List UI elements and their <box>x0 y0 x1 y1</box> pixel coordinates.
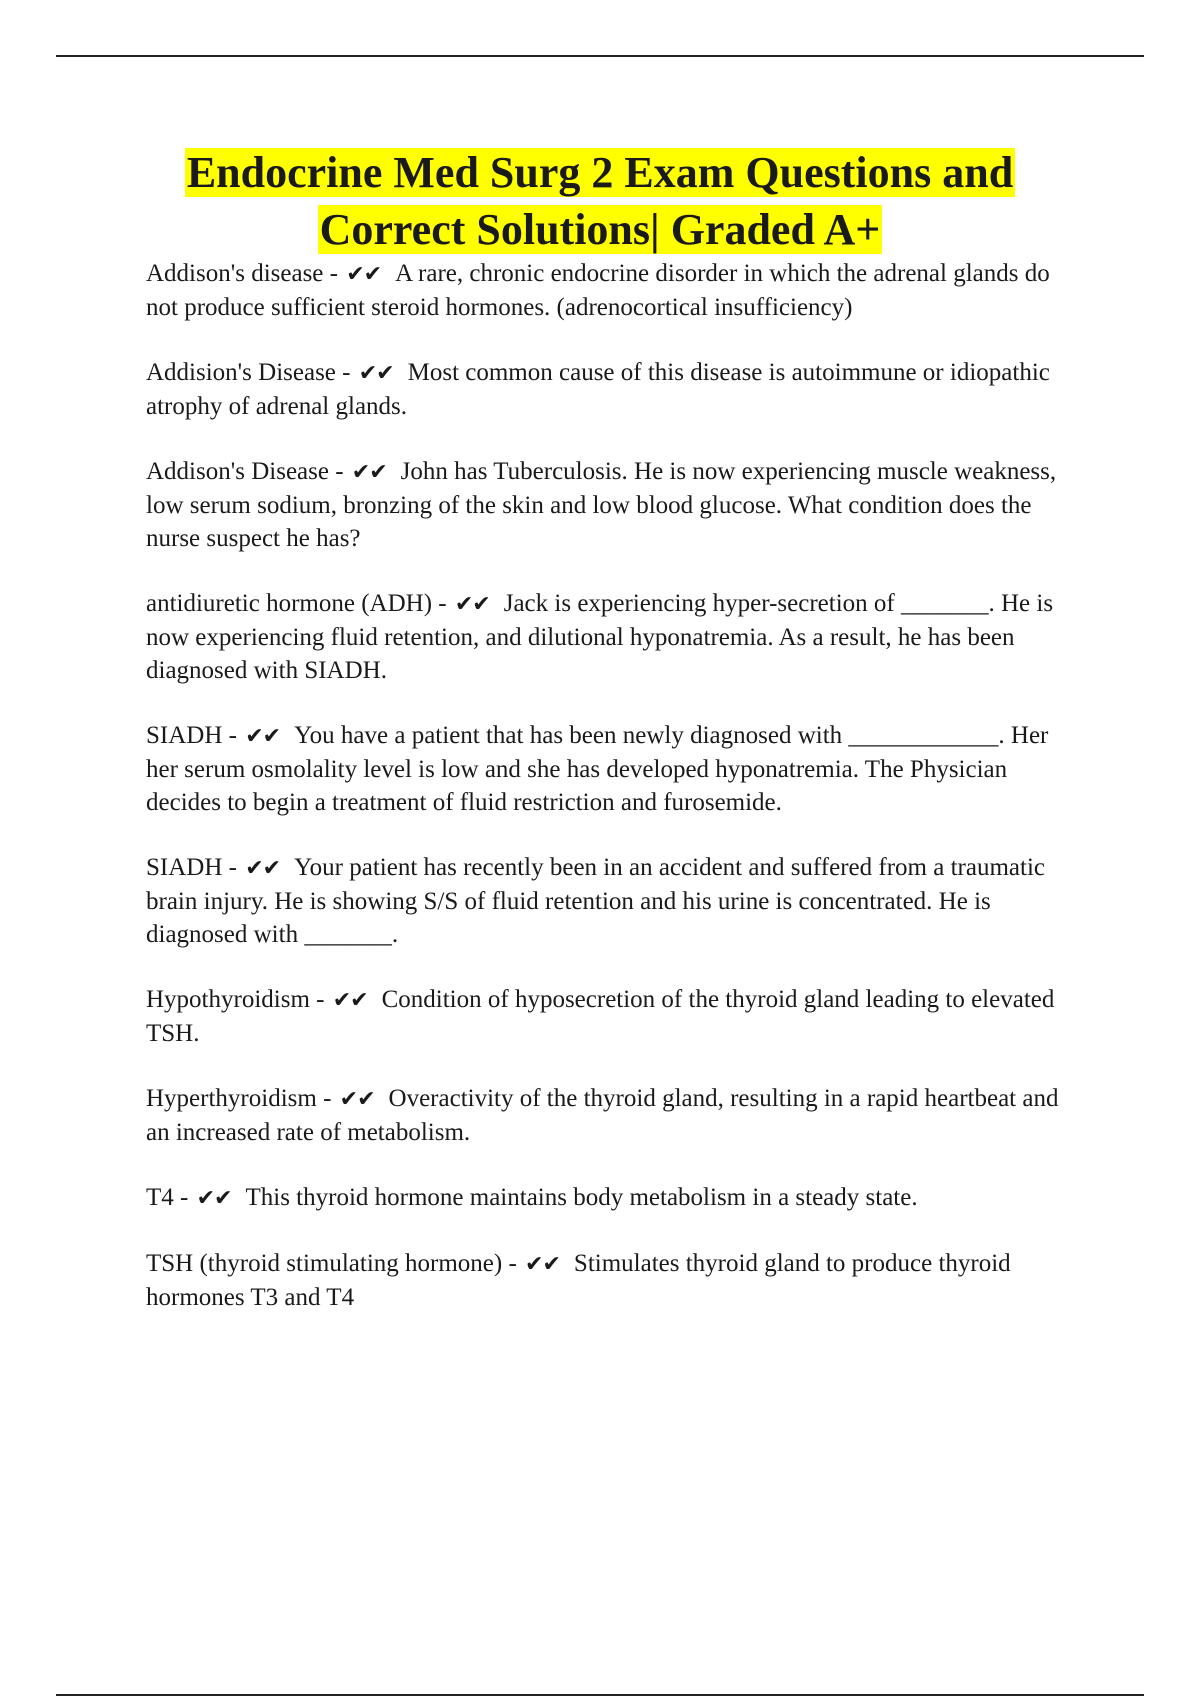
double-check-icon: ✔✔ <box>245 856 281 881</box>
title-line-1: Endocrine Med Surg 2 Exam Questions and <box>186 148 1014 197</box>
double-check-icon: ✔✔ <box>358 361 394 386</box>
entry-definition: Condition of hyposecretion of the thyroid gland leading to elevated TSH. <box>146 986 1055 1047</box>
qa-entry <box>146 983 1086 1050</box>
entry-term: T4 <box>146 1184 174 1211</box>
entry-definition: John has Tuberculosis. He is now experiencing muscle weakness, low serum sodium, bronzing of the skin and low blood glucose. What condition does the nurse suspect he has? <box>146 458 1057 552</box>
entry-term: Addison's Disease <box>146 458 329 485</box>
entry-separator: - <box>222 854 244 881</box>
entry-term: TSH (thyroid stimulating hormone) <box>146 1250 503 1277</box>
entry-term: Addison's disease <box>146 260 324 287</box>
qa-entry <box>146 1247 1086 1314</box>
qa-entry <box>146 587 1086 687</box>
entry-definition: Jack is experiencing hyper-secretion of _______. He is now experiencing fluid retention, and dilutional hyponatremia. As a result, he has been diagnosed with SIADH. <box>146 590 1054 684</box>
qa-entry <box>146 1181 1086 1215</box>
entry-separator: - <box>323 260 345 287</box>
entry-term: Hypothyroidism <box>146 986 310 1013</box>
qa-entry <box>146 455 1086 555</box>
double-check-icon: ✔✔ <box>351 460 387 485</box>
double-check-icon: ✔✔ <box>332 988 368 1013</box>
double-check-icon: ✔✔ <box>346 262 382 287</box>
double-check-icon: ✔✔ <box>196 1186 232 1211</box>
entry-definition: Stimulates thyroid gland to produce thyroid hormones T3 and T4 <box>146 1250 1011 1311</box>
bottom-rule <box>56 1694 1144 1696</box>
qa-entry <box>146 1082 1086 1149</box>
title-line-2: Correct Solutions| Graded A+ <box>319 205 881 254</box>
qa-entry <box>146 356 1086 423</box>
qa-entry <box>146 851 1086 951</box>
entry-separator: - <box>222 722 244 749</box>
entry-definition: This thyroid hormone maintains body metabolism in a steady state. <box>245 1184 918 1211</box>
double-check-icon: ✔✔ <box>339 1087 375 1112</box>
entry-separator: - <box>502 1250 524 1277</box>
entry-definition: A rare, chronic endocrine disorder in which the adrenal glands do not produce sufficient steroid hormones. (adrenocortical insufficiency) <box>146 260 1050 321</box>
document-title <box>60 144 1140 258</box>
entry-separator: - <box>328 458 350 485</box>
entry-separator: - <box>309 986 331 1013</box>
entry-term: Addision's Disease <box>146 359 336 386</box>
qa-entry <box>146 257 1086 324</box>
entry-separator: - <box>432 590 453 617</box>
entry-definition: Overactivity of the thyroid gland, resulting in a rapid heartbeat and an increased rate of metabolism. <box>146 1085 1059 1146</box>
double-check-icon: ✔✔ <box>245 724 281 749</box>
double-check-icon: ✔✔ <box>454 592 490 617</box>
entry-separator: - <box>335 359 357 386</box>
entry-definition: You have a patient that has been newly diagnosed with ____________. Her her serum osmolality level is low and she has developed hyponatremia. The Physician decides to begin a treatment of fluid restriction and furosemide. <box>146 722 1049 816</box>
entry-term: Hyperthyroidism <box>146 1085 317 1112</box>
entry-definition: Your patient has recently been in an accident and suffered from a traumatic brain injury. He is showing S/S of fluid retention and his urine is concentrated. He is diagnosed with _______. <box>146 854 1045 948</box>
top-rule <box>56 55 1144 57</box>
entry-list <box>146 257 1086 1346</box>
entry-term: SIADH <box>146 722 223 749</box>
entry-definition: Most common cause of this disease is autoimmune or idiopathic atrophy of adrenal glands. <box>146 359 1050 420</box>
entry-separator: - <box>316 1085 338 1112</box>
double-check-icon: ✔✔ <box>525 1252 560 1277</box>
entry-term: antidiuretic hormone (ADH) <box>146 590 433 617</box>
qa-entry <box>146 719 1086 819</box>
entry-term: SIADH <box>146 854 223 881</box>
entry-separator: - <box>173 1184 195 1211</box>
